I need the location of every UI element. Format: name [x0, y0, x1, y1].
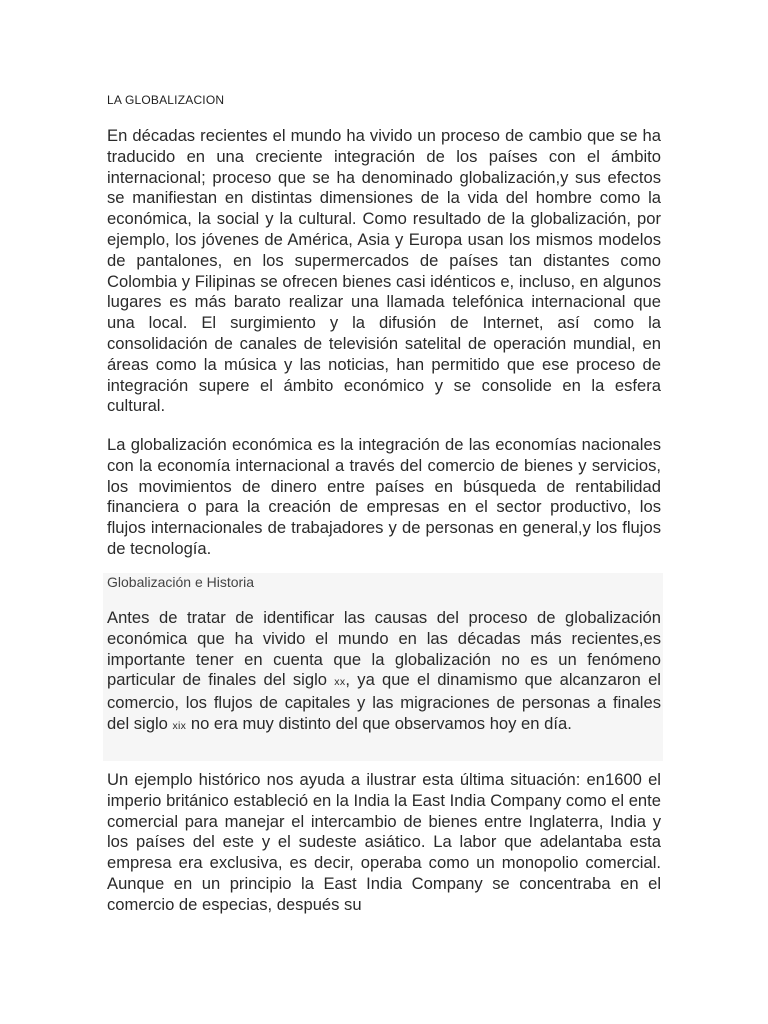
paragraph-history-text-1: Antes de tratar de identificar las causas del proceso de globalización económica que ha vivido el mundo en las décadas más recientes,es importante tener en cuenta que la globalización no es un fenómeno particular de finales del siglo — [107, 608, 661, 690]
document-title: LA GLOBALIZACION — [107, 93, 225, 107]
paragraph-history — [107, 608, 661, 737]
century-xx: xx — [334, 676, 346, 689]
paragraph-historical-example: Un ejemplo histórico nos ayuda a ilustrar esta última situación: en1600 el imperio británico estableció en la India la East India Company como el ente comercial para manejar el intercambio de bienes entre Inglaterra, India y los países del este y el sudeste asiático. La labor que adelantaba esta empresa era exclusiva, es decir, operaba como un monopolio comercial. Aunque en un principio la East India Company se concentraba en el comercio de especias, después su — [107, 770, 661, 914]
paragraph-history-text-3: no era muy distinto del que observamos hoy en día. — [186, 713, 572, 733]
section-subheading: Globalización e Historia — [107, 574, 255, 590]
paragraph-globalization-intro: En décadas recientes el mundo ha vivido un proceso de cambio que se ha traducido en una creciente integración de los países con el ámbito internacional; proceso que se ha denominado globalización,y sus efectos se manifiestan en distintas dimensiones de la vida del hombre como la económica, la social y la cultural. Como resultado de la globalización, por ejemplo, los jóvenes de América, Asia y Europa usan los mismos modelos de pantalones, en los supermercados de países tan distantes como Colombia y Filipinas se ofrecen bienes casi idénticos e, incluso, en algunos lugares es más barato realizar una llamada telefónica internacional que una local. El surgimiento y la difusión de Internet, así como la consolidación de canales de televisión satelital de operación mundial, en áreas como la música y las noticias, han permitido que ese proceso de integración supere el ámbito económico y se consolide en la esfera cultural. — [107, 126, 661, 416]
century-xix: xix — [172, 719, 187, 732]
paragraph-economic-globalization: La globalización económica es la integración de las economías nacionales con la economía internacional a través del comercio de bienes y servicios, los movimientos de dinero entre países en búsqueda de rentabilidad financiera o para la creación de empresas en el sector productivo, los flujos internacionales de trabajadores y de personas en general,y los flujos de tecnología. — [107, 435, 661, 558]
paragraph-history-text-2: , ya que el dinamismo que alcanzaron el comercio, los flujos de capitales y las migraciones de personas a finales del siglo — [107, 670, 661, 733]
